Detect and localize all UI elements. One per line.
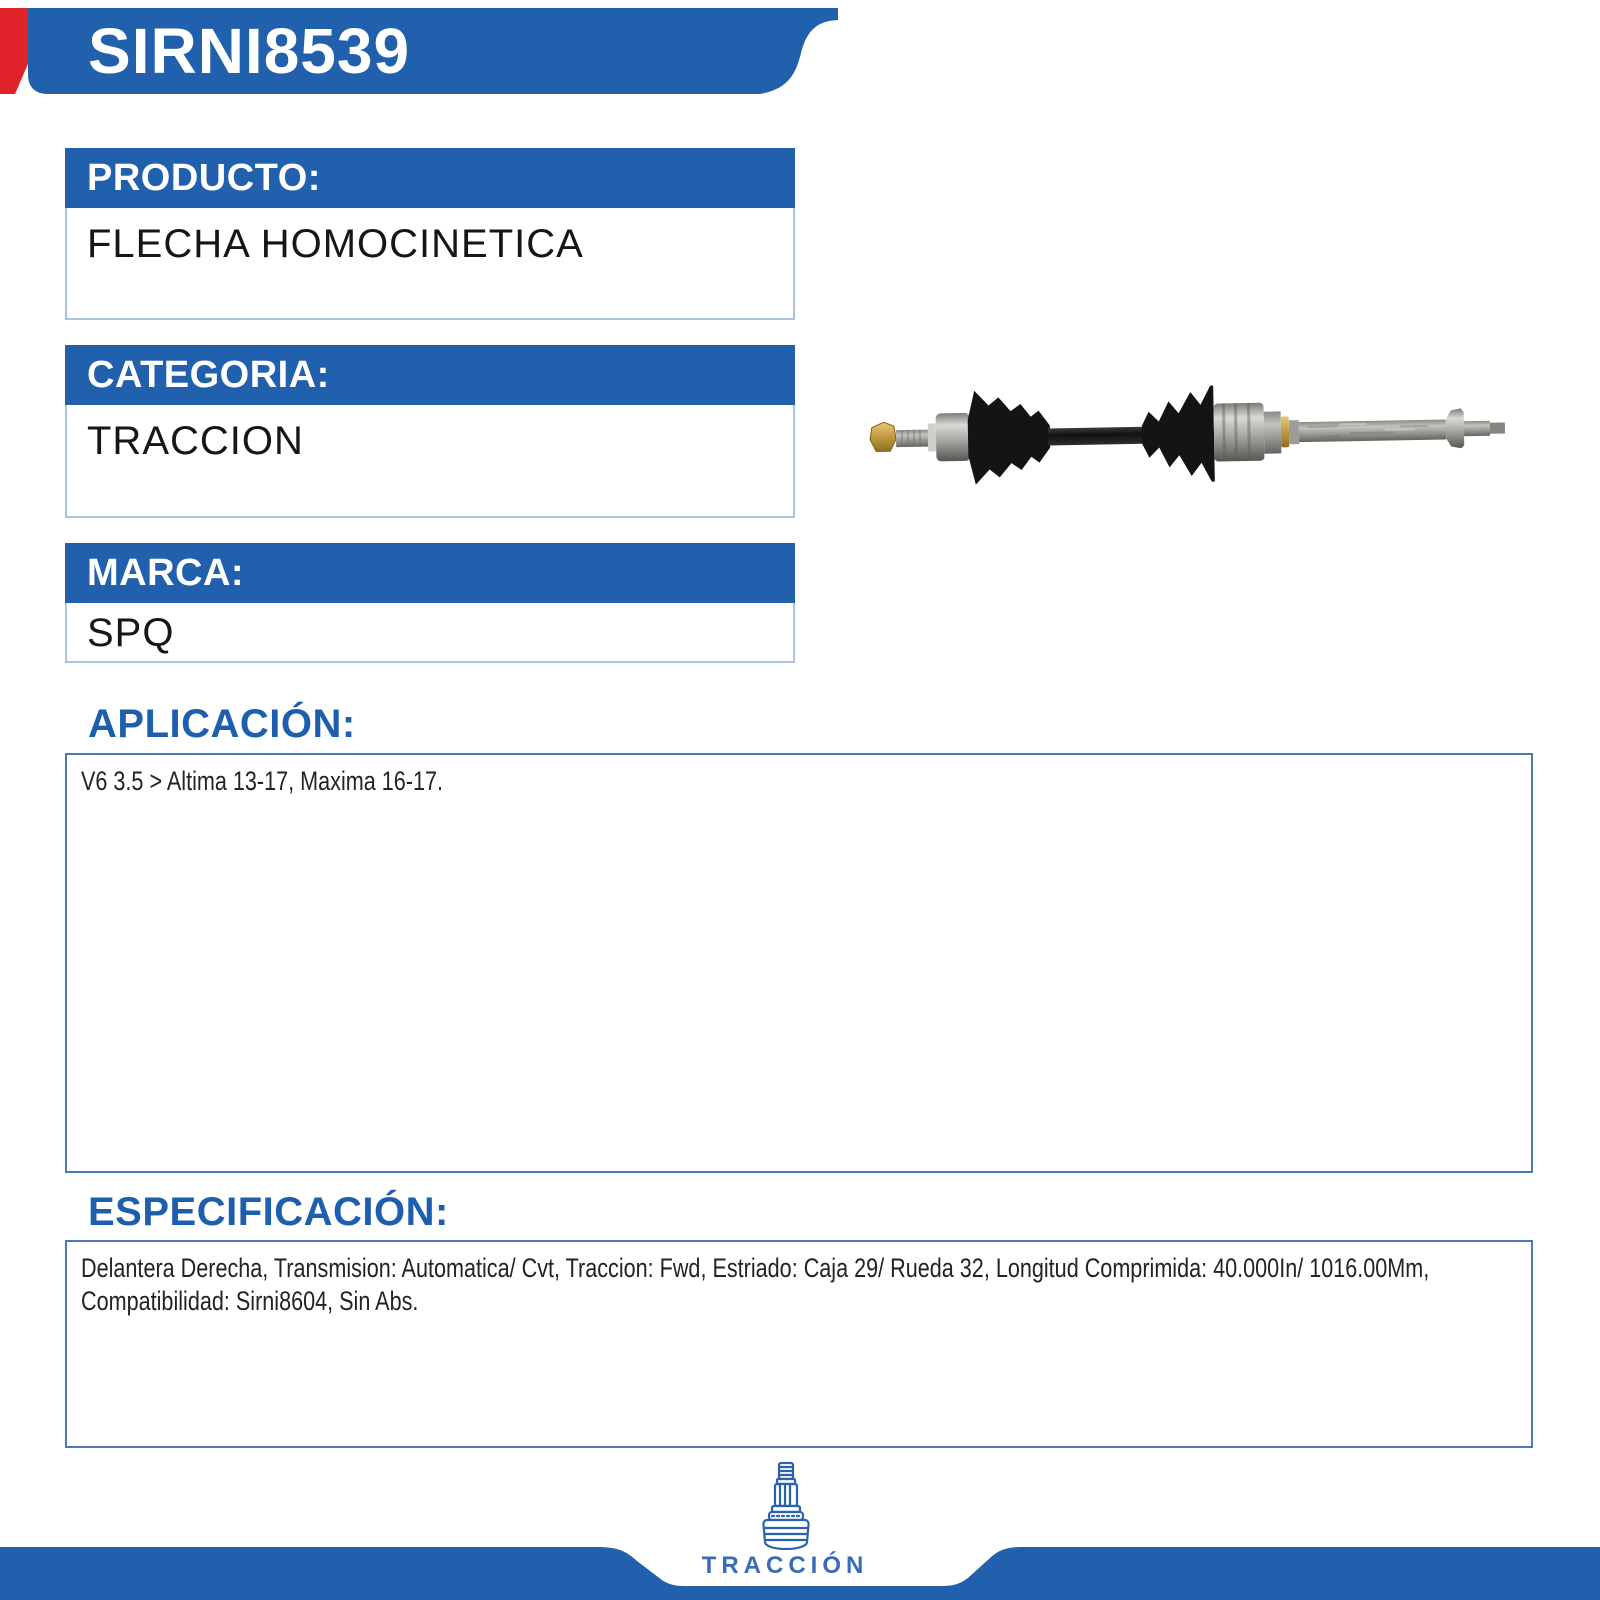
- producto-panel: [65, 148, 795, 320]
- producto-value: FLECHA HOMOCINETICA: [87, 222, 584, 266]
- axle-nut: [870, 422, 897, 451]
- product-image-cv-axle: [840, 330, 1540, 510]
- axle-boot-right: [1141, 386, 1215, 483]
- especificacion-box: [65, 1240, 1533, 1448]
- especificacion-heading: ESPECIFICACIÓN:: [88, 1190, 449, 1234]
- red-ribbon: [0, 8, 28, 94]
- footer-category-label: TRACCIÓN: [701, 1552, 869, 1579]
- marca-body: [65, 603, 795, 663]
- cv-joint-icon: [744, 1460, 828, 1550]
- producto-body: [65, 208, 795, 320]
- marca-panel: [65, 543, 795, 663]
- aplicacion-text: V6 3.5 > Altima 13-17, Maxima 16-17.: [81, 766, 443, 796]
- axle-boot-left: [967, 389, 1051, 484]
- marca-header: [65, 543, 795, 603]
- categoria-panel: [65, 345, 795, 518]
- marca-label: MARCA:: [87, 551, 245, 594]
- producto-header: [65, 148, 795, 208]
- producto-label: PRODUCTO:: [87, 156, 321, 199]
- aplicacion-heading: APLICACIÓN:: [88, 702, 356, 746]
- marca-value: SPQ: [87, 611, 175, 655]
- categoria-body: [65, 405, 795, 518]
- axle-shaft: [1299, 420, 1446, 443]
- categoria-label: CATEGORIA:: [87, 353, 330, 396]
- page-title: SIRNI8539: [88, 15, 411, 87]
- axle-inner-joint: [1213, 403, 1264, 462]
- aplicacion-box: [65, 753, 1533, 1173]
- categoria-header: [65, 345, 795, 405]
- categoria-value: TRACCION: [87, 419, 304, 463]
- axle-outer-joint: [936, 413, 971, 462]
- especificacion-text: Delantera Derecha, Transmision: Automatica/ Cvt, Traccion: Fwd, Estriado: Caja 29/ Rueda 32, Longitud Comprimida: 40.000In/ 1016.00Mm, Compatibilidad: Sirni8604, Sin Abs.: [81, 1253, 1430, 1316]
- footer-wave-band: [0, 1540, 1600, 1600]
